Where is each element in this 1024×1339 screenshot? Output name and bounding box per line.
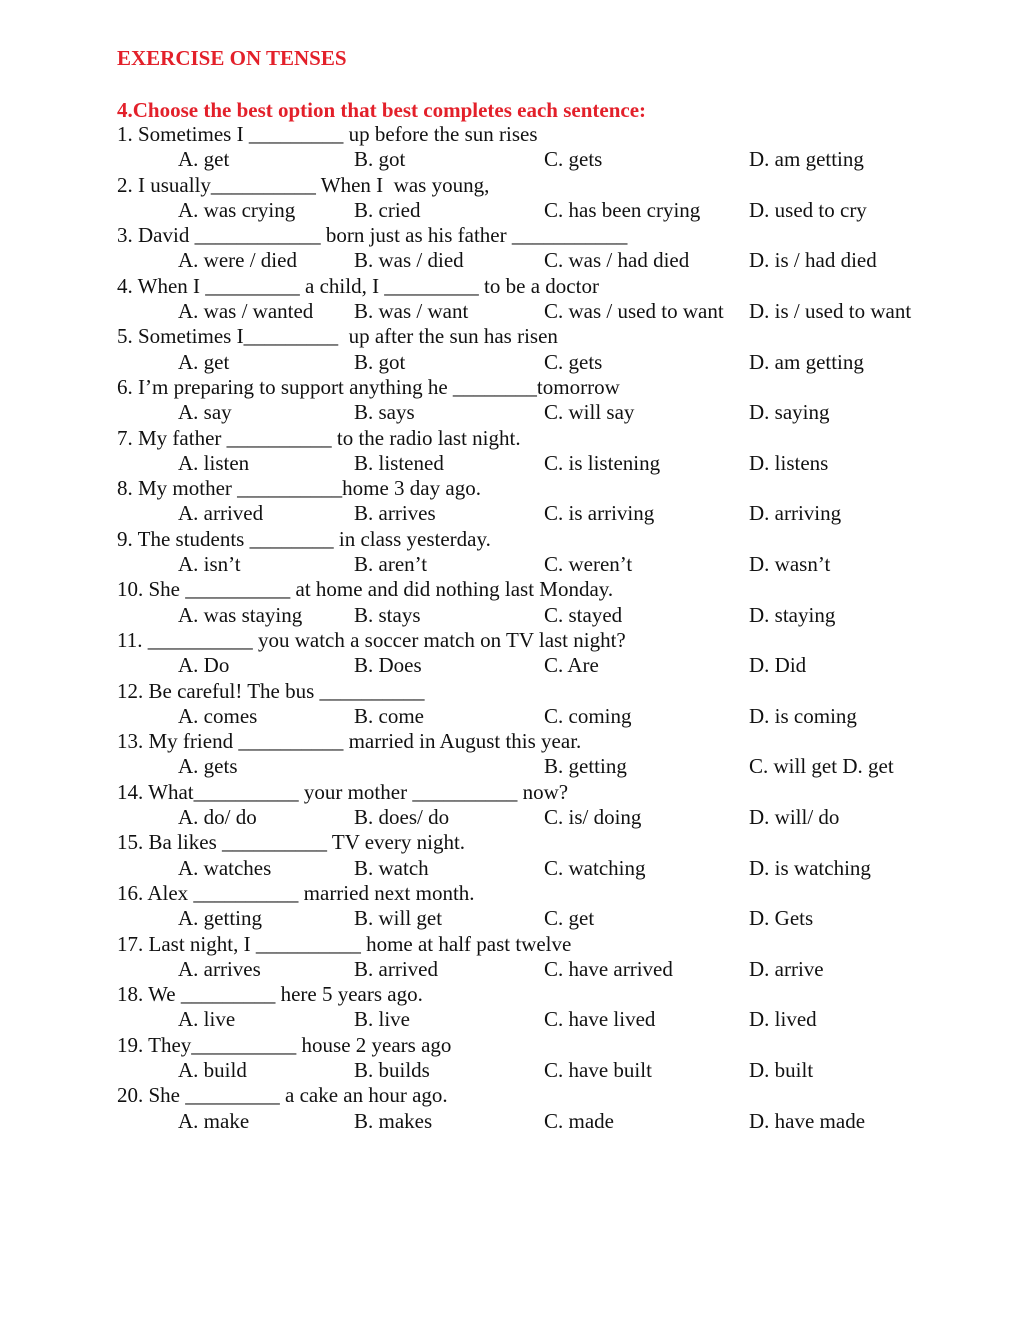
option-b: B. arrives <box>354 501 436 526</box>
option-c: C. Are <box>544 653 599 678</box>
question-item <box>0 982 1024 1033</box>
option-c: C. made <box>544 1108 614 1133</box>
option-a: A. were / died <box>178 248 297 273</box>
option-b: B. got <box>354 349 406 374</box>
option-a: A. was crying <box>178 197 296 222</box>
option-a: A. comes <box>178 703 258 728</box>
option-c: C. have built <box>544 1057 652 1082</box>
question-stem: 4. When I _________ a child, I _________ to be a doctor <box>117 273 599 298</box>
question-stem: 5. Sometimes I_________ up after the sun has risen <box>117 324 558 349</box>
option-c: C. have arrived <box>544 956 673 981</box>
question-item <box>0 223 1024 274</box>
question-stem: 18. We _________ here 5 years ago. <box>117 982 423 1007</box>
option-c: C. is arriving <box>544 501 655 526</box>
option-d: D. am getting <box>749 147 864 172</box>
option-d: D. used to cry <box>749 197 867 222</box>
option-b: B. will get <box>354 906 443 931</box>
option-b: B. stays <box>354 602 421 627</box>
option-c: C. get <box>544 906 595 931</box>
option-b: B. does/ do <box>354 805 450 830</box>
option-d: D. listens <box>749 450 829 475</box>
option-a: A. build <box>178 1057 247 1082</box>
question-stem: 2. I usually__________ When I was young, <box>117 172 490 197</box>
option-c: C. coming <box>544 703 632 728</box>
question-stem: 3. David ____________ born just as his father ___________ <box>117 223 628 248</box>
option-b: B. was / died <box>354 248 464 273</box>
question-item <box>0 527 1024 578</box>
option-d: D. am getting <box>749 349 864 374</box>
question-stem: 10. She __________ at home and did nothing last Monday. <box>117 577 614 602</box>
question-item <box>0 173 1024 224</box>
question-item <box>0 780 1024 831</box>
question-stem: 17. Last night, I __________ home at half past twelve <box>117 931 572 956</box>
option-b: B. arrived <box>354 956 438 981</box>
option-a: A. was staying <box>178 602 303 627</box>
question-stem: 14. What__________ your mother __________ now? <box>117 779 569 804</box>
option-c: B. getting <box>544 754 627 779</box>
option-d: D. is / used to want <box>749 299 912 324</box>
question-stem: 15. Ba likes __________ TV every night. <box>117 830 466 855</box>
option-c: C. was / used to want <box>544 299 724 324</box>
question-item <box>0 881 1024 932</box>
option-d: D. lived <box>749 1007 817 1032</box>
option-d: D. is watching <box>749 855 871 880</box>
option-d: D. arrive <box>749 956 824 981</box>
option-a: A. get <box>178 147 230 172</box>
option-a: A. arrived <box>178 501 264 526</box>
option-c: C. will say <box>544 400 635 425</box>
option-c: C. stayed <box>544 602 623 627</box>
question-stem: 12. Be careful! The bus __________ <box>117 678 425 703</box>
option-b: B. cried <box>354 197 421 222</box>
option-c: C. was / had died <box>544 248 690 273</box>
option-a: A. make <box>178 1108 250 1133</box>
question-item <box>0 628 1024 679</box>
option-c: C. have lived <box>544 1007 656 1032</box>
option-d: D. is coming <box>749 703 857 728</box>
option-d: D. arriving <box>749 501 842 526</box>
question-stem: 9. The students ________ in class yesterday. <box>117 526 491 551</box>
question-list <box>0 122 1024 1134</box>
option-c: C. is listening <box>544 450 661 475</box>
option-d: D. have made <box>749 1108 866 1133</box>
option-a: A. watches <box>178 855 272 880</box>
option-a: A. listen <box>178 450 250 475</box>
option-b: B. makes <box>354 1108 433 1133</box>
option-a: A. live <box>178 1007 236 1032</box>
question-stem: 11. __________ you watch a soccer match on TV last night? <box>117 627 626 652</box>
question-item <box>0 274 1024 325</box>
option-b: B. Does <box>354 653 422 678</box>
question-stem: 20. She _________ a cake an hour ago. <box>117 1083 448 1108</box>
question-item <box>0 577 1024 628</box>
question-stem: 1. Sometimes I _________ up before the sun rises <box>117 122 538 146</box>
question-stem: 13. My friend __________ married in August this year. <box>117 729 582 754</box>
option-a: A. Do <box>178 653 230 678</box>
question-item <box>0 1033 1024 1084</box>
option-a: A. say <box>178 400 232 425</box>
option-b: B. listened <box>354 450 444 475</box>
option-d: D. built <box>749 1057 814 1082</box>
question-item <box>0 375 1024 426</box>
option-d: D. Did <box>749 653 807 678</box>
option-c: C. has been crying <box>544 197 701 222</box>
option-b: B. says <box>354 400 415 425</box>
option-a: A. gets <box>178 754 238 779</box>
option-a: A. isn’t <box>178 552 241 577</box>
option-d: D. staying <box>749 602 836 627</box>
option-c: C. gets <box>544 147 603 172</box>
option-c: C. watching <box>544 855 646 880</box>
question-item <box>0 932 1024 983</box>
option-b: B. live <box>354 1007 410 1032</box>
question-item <box>0 1083 1024 1134</box>
question-stem: 8. My mother __________home 3 day ago. <box>117 476 481 501</box>
option-a: A. do/ do <box>178 805 257 830</box>
option-d: D. Gets <box>749 906 814 931</box>
option-d: D. wasn’t <box>749 552 831 577</box>
option-a: A. getting <box>178 906 262 931</box>
option-c: C. gets <box>544 349 603 374</box>
option-a: A. arrives <box>178 956 261 981</box>
question-item <box>0 476 1024 527</box>
option-d: D. is / had died <box>749 248 877 273</box>
question-item <box>0 426 1024 477</box>
question-stem: 19. They__________ house 2 years ago <box>117 1032 452 1057</box>
question-stem: 7. My father __________ to the radio last night. <box>117 425 521 450</box>
option-d: C. will get D. get <box>749 754 894 779</box>
question-item <box>0 830 1024 881</box>
option-c: C. is/ doing <box>544 805 642 830</box>
option-a: A. was / wanted <box>178 299 314 324</box>
option-b: B. watch <box>354 855 429 880</box>
option-b: B. builds <box>354 1057 430 1082</box>
option-a: A. get <box>178 349 230 374</box>
exercise-instruction: 4.Choose the best option that best completes each sentence: <box>117 98 647 122</box>
option-b: B. was / want <box>354 299 469 324</box>
page-title: EXERCISE ON TENSES <box>117 46 347 70</box>
option-b: B. aren’t <box>354 552 428 577</box>
question-stem: 16. Alex __________ married next month. <box>117 880 475 905</box>
question-stem: 6. I’m preparing to support anything he ________tomorrow <box>117 374 620 399</box>
option-c: C. weren’t <box>544 552 633 577</box>
question-item <box>0 679 1024 730</box>
question-item <box>0 324 1024 375</box>
option-d: D. saying <box>749 400 830 425</box>
option-b: B. come <box>354 703 424 728</box>
question-item <box>0 729 1024 780</box>
option-b: B. got <box>354 147 406 172</box>
question-item <box>0 122 1024 173</box>
option-d: D. will/ do <box>749 805 840 830</box>
